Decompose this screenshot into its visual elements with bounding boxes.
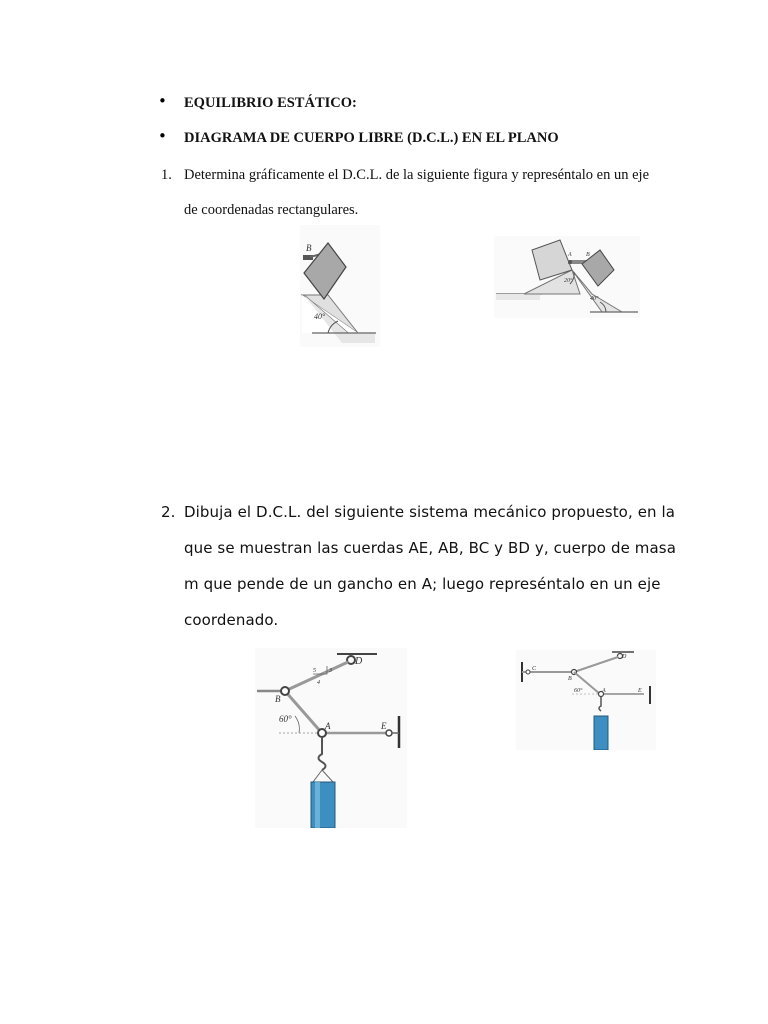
label-slope-5: 5 (313, 668, 316, 674)
label-b: B (306, 243, 312, 253)
label-angle: 60° (279, 714, 292, 724)
label-a: A (325, 721, 331, 731)
label-a: A (568, 252, 572, 258)
label-angle: 60° (574, 688, 583, 694)
item-2-line-4: coordenado. (184, 611, 279, 629)
item-1-line-1: Determina gráficamente el D.C.L. de la siguiente figura y represéntalo en un eje (184, 167, 650, 183)
label-slope-3: 3 (329, 668, 332, 674)
label-d: D (355, 656, 363, 667)
label-b: B (586, 252, 590, 258)
ring-b (281, 687, 289, 695)
item-2-line-2: que se muestran las cuerdas AE, AB, BC y BD y, cuerpo de masa (184, 539, 676, 557)
bullet-1: • (158, 92, 167, 110)
label-angle: 40° (314, 312, 326, 321)
label-b: B (275, 694, 281, 704)
label-c: C (532, 666, 537, 672)
heading-equilibrio: EQUILIBRIO ESTÁTICO: (184, 95, 357, 111)
cylinder (311, 782, 335, 828)
figure-1a (300, 225, 380, 347)
label-slope-4: 4 (317, 680, 320, 686)
figure-2a (255, 648, 407, 828)
figure-2b (516, 650, 656, 750)
item-2-number: 2. (161, 503, 176, 521)
label-b: B (568, 676, 572, 682)
cylinder (594, 716, 608, 750)
label-e: E (638, 688, 642, 694)
bullet-2: • (158, 127, 167, 145)
item-1-line-2: de coordenadas rectangulares. (184, 202, 359, 218)
item-1-number: 1. (161, 167, 172, 183)
item-2-line-3: m que pende de un gancho en A; luego represéntalo en un eje (184, 575, 661, 593)
heading-dcl: DIAGRAMA DE CUERPO LIBRE (D.C.L.) EN EL PLANO (184, 130, 559, 146)
label-d: D (622, 654, 627, 660)
label-angle-bottom: 40° (590, 296, 599, 302)
label-e: E (381, 721, 387, 731)
item-2-line-1: Dibuja el D.C.L. del siguiente sistema mecánico propuesto, en la (184, 503, 676, 521)
label-angle-top: 20° (564, 278, 573, 284)
figure-1b (494, 236, 640, 318)
label-a: A (602, 688, 606, 694)
